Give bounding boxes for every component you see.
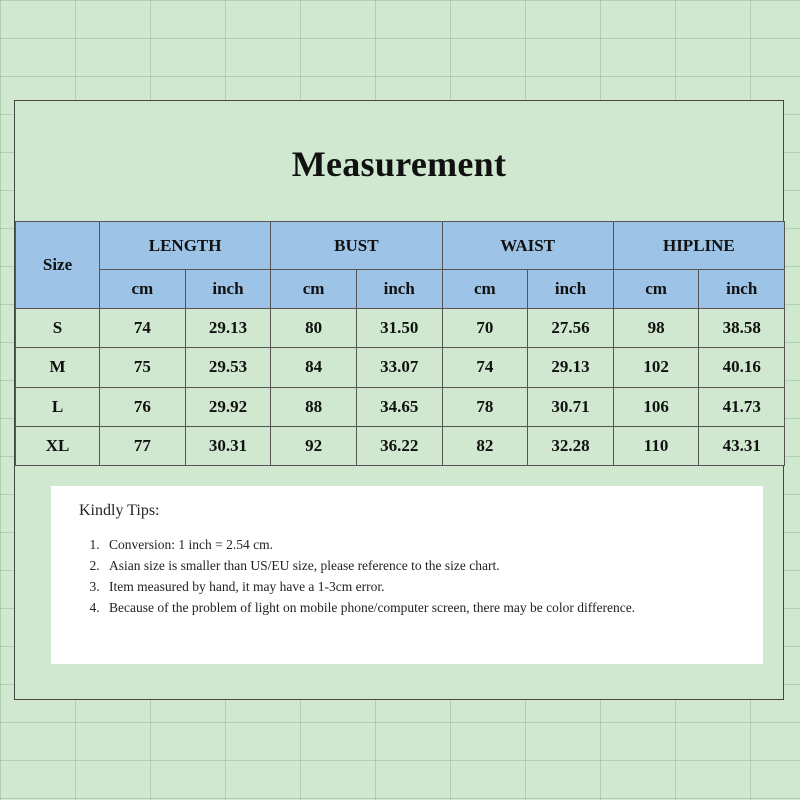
table-cell: 31.50 [356, 309, 442, 348]
table-cell: 29.13 [185, 309, 271, 348]
table-cell: 110 [613, 426, 699, 465]
unit-header: inch [699, 270, 785, 309]
unit-header-row [16, 270, 785, 309]
table-cell: 30.71 [528, 387, 614, 426]
size-cell: L [16, 387, 100, 426]
table-row [16, 426, 785, 465]
table-cell: 40.16 [699, 348, 785, 387]
table-cell: 30.31 [185, 426, 271, 465]
size-cell: S [16, 309, 100, 348]
unit-header: inch [528, 270, 614, 309]
table-cell: 76 [100, 387, 186, 426]
tip-item: 2. Asian size is smaller than US/EU size, please reference to the size chart. [103, 555, 735, 576]
group-header-bust: BUST [271, 222, 442, 270]
table-cell: 36.22 [356, 426, 442, 465]
tips-box [51, 486, 763, 664]
group-header-hipline: HIPLINE [613, 222, 784, 270]
unit-header: cm [271, 270, 357, 309]
table-cell: 29.92 [185, 387, 271, 426]
measurement-sheet [14, 100, 784, 700]
table-cell: 27.56 [528, 309, 614, 348]
table-cell: 88 [271, 387, 357, 426]
table-cell: 78 [442, 387, 528, 426]
table-row [16, 348, 785, 387]
size-cell: XL [16, 426, 100, 465]
table-cell: 102 [613, 348, 699, 387]
table-cell: 92 [271, 426, 357, 465]
tip-item: 4. Because of the problem of light on mobile phone/computer screen, there may be color difference. [103, 597, 735, 618]
unit-header: cm [100, 270, 186, 309]
tips-heading: Kindly Tips: [79, 502, 160, 519]
table-cell: 33.07 [356, 348, 442, 387]
table-cell: 74 [442, 348, 528, 387]
unit-header: cm [442, 270, 528, 309]
table-cell: 98 [613, 309, 699, 348]
table-cell: 106 [613, 387, 699, 426]
table-cell: 70 [442, 309, 528, 348]
table-cell: 29.53 [185, 348, 271, 387]
size-cell: M [16, 348, 100, 387]
table-cell: 82 [442, 426, 528, 465]
unit-header: inch [356, 270, 442, 309]
size-header: Size [16, 222, 100, 309]
table-cell: 75 [100, 348, 186, 387]
tips-list [79, 534, 735, 618]
table-cell: 38.58 [699, 309, 785, 348]
table-cell: 84 [271, 348, 357, 387]
group-header-length: LENGTH [100, 222, 271, 270]
table-row [16, 387, 785, 426]
group-header-row [16, 222, 785, 270]
size-chart-table [15, 221, 785, 466]
page-title: Measurement [291, 144, 507, 184]
table-cell: 43.31 [699, 426, 785, 465]
table-cell: 41.73 [699, 387, 785, 426]
table-cell: 77 [100, 426, 186, 465]
group-header-waist: WAIST [442, 222, 613, 270]
table-cell: 29.13 [528, 348, 614, 387]
table-cell: 34.65 [356, 387, 442, 426]
table-row [16, 309, 785, 348]
tip-item: 1. Conversion: 1 inch = 2.54 cm. [103, 534, 735, 555]
table-cell: 32.28 [528, 426, 614, 465]
unit-header: inch [185, 270, 271, 309]
unit-header: cm [613, 270, 699, 309]
table-cell: 80 [271, 309, 357, 348]
tip-item: 3. Item measured by hand, it may have a 1-3cm error. [103, 576, 735, 597]
table-cell: 74 [100, 309, 186, 348]
